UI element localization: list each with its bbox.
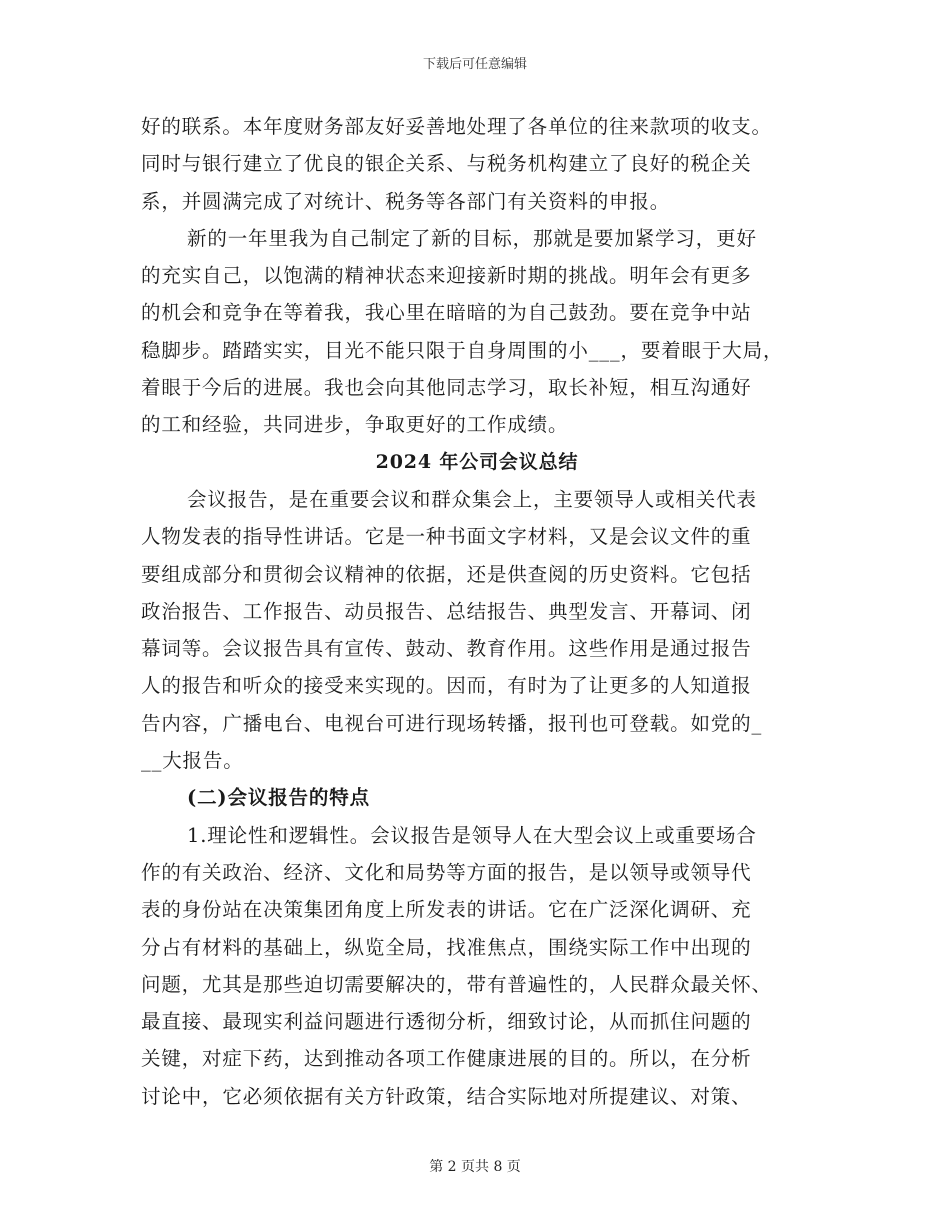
body-line: 好的联系。本年度财务部友好妥善地处理了各单位的往来款项的收支。 (141, 115, 772, 138)
body-line: 问题，尤其是那些迫切需要解决的，带有普遍性的，人民群众最关怀、 (141, 972, 772, 996)
body-line: __大报告。 (141, 749, 244, 773)
paragraph-first-line: 会议报告，是在重要会议和群众集会上，主要领导人或相关代表 (187, 487, 757, 511)
body-line: 作的有关政治、经济、文化和局势等方面的报告，是以领导或领导代 (141, 860, 752, 884)
subsection-heading: (二)会议报告的特点 (187, 786, 370, 810)
body-line: 最直接、最现实利益问题进行透彻分析，细致讨论，从而抓住问题的 (141, 1010, 752, 1034)
body-line: 系，并圆满完成了对统计、税务等各部门有关资料的申报。 (141, 189, 671, 213)
body-line: 分占有材料的基础上，纵览全局，找准焦点，围绕实际工作中出现的 (141, 935, 752, 959)
body-line: 稳脚步。踏踏实实，目光不能只限于自身周围的小___，要着眼于大局， (141, 338, 784, 362)
body-line: 的机会和竞争在等着我，我心里在暗暗的为自己鼓劲。要在竞争中站 (141, 301, 752, 325)
document-body (141, 108, 813, 1115)
section-title: 2024 年公司会议总结 (375, 450, 579, 473)
body-line: 表的身份站在决策集团角度上所发表的讲话。它在广泛深化调研、充 (141, 898, 752, 922)
body-line: 关键，对症下药，达到推动各项工作健康进展的目的。所以，在分析 (141, 1047, 752, 1071)
body-line: 讨论中，它必须依据有关方针政策，结合实际地对所提建议、对策、 (141, 1084, 752, 1108)
body-line: 告内容，广播电台、电视台可进行现场转播，报刊也可登载。如党的_ (141, 711, 763, 735)
body-line: 人的报告和听众的接受来实现的。因而，有时为了让更多的人知道报 (141, 674, 752, 698)
body-line: 着眼于今后的进展。我也会向其他同志学习，取长补短，相互沟通好 (141, 376, 752, 400)
body-line: 的充实自己，以饱满的精神状态来迎接新时期的挑战。明年会有更多 (141, 264, 752, 288)
body-line: 同时与银行建立了优良的银企关系、与税务机构建立了良好的税企关 (141, 152, 752, 176)
page-header: 下载后可任意编辑 (422, 57, 527, 72)
body-line: 人物发表的指导性讲话。它是一种书面文字材料，又是会议文件的重 (141, 525, 752, 549)
body-line: 的工和经验，共同进步，争取更好的工作成绩。 (141, 413, 569, 437)
paragraph-first-line: 新的一年里我为自己制定了新的目标，那就是要加紧学习，更好 (187, 226, 757, 250)
body-line: 要组成部分和贯彻会议精神的依据，还是供查阅的历史资料。它包括 (141, 562, 752, 586)
paragraph-first-line: 1.理论性和逻辑性。会议报告是领导人在大型会议上或重要场合 (187, 823, 757, 847)
page-footer: 第 2 页共 8 页 (429, 1159, 521, 1175)
body-line: 幕词等。会议报告具有宣传、鼓动、教育作用。这些作用是通过报告 (141, 637, 752, 661)
body-line: 政治报告、工作报告、动员报告、总结报告、典型发言、开幕词、闭 (141, 599, 752, 623)
